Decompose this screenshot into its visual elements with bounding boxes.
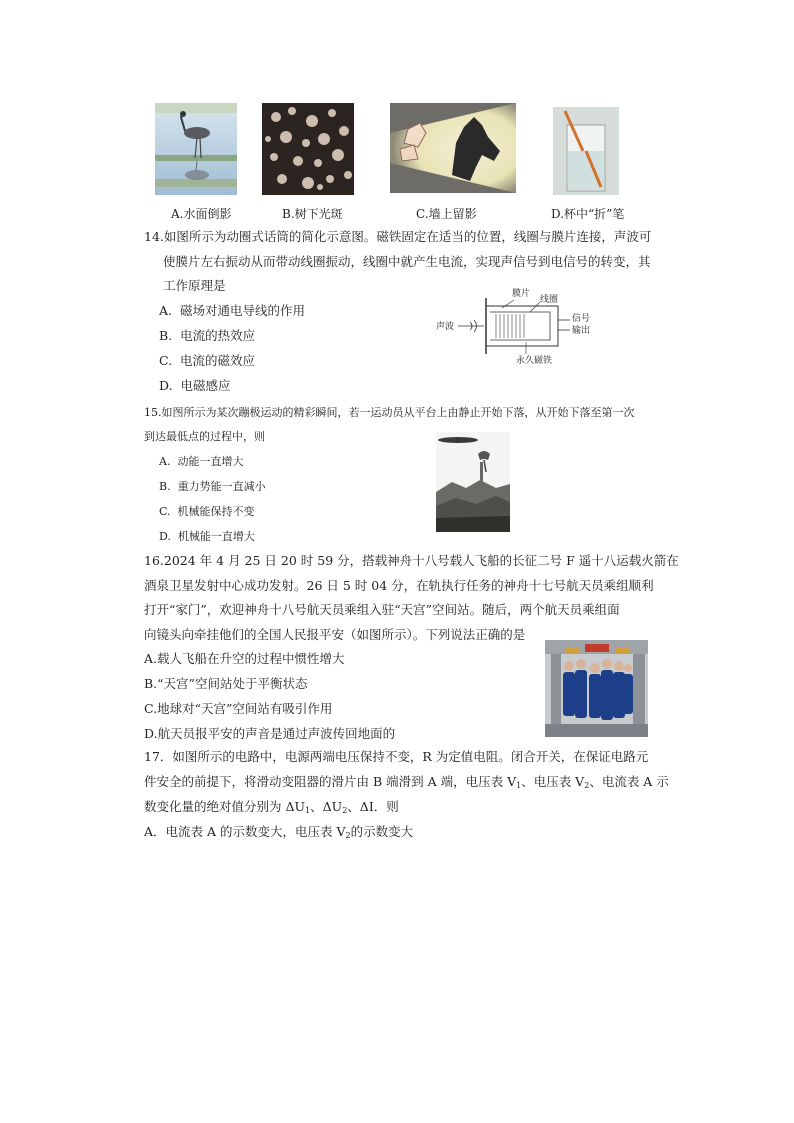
option-d-caption: D.杯中“折”笔 — [551, 207, 625, 221]
tree-light-spots-image — [262, 103, 354, 195]
q16-option-a: A.载人飞船在升空的过程中惯性增大 — [144, 651, 345, 666]
q17-stem-line1: 17．如图所示的电路中，电源两端电压保持不变，R 为定值电阻。闭合开关，在保证电路元 — [144, 749, 649, 764]
q14-option-c: C. 电流的磁效应 — [159, 353, 256, 368]
q16-stem-line3: 打开“家门”，欢迎神舟十八号航天员乘组入驻“天宫”空间站。随后，两个航天员乘组面 — [144, 602, 620, 617]
wall-shadow-image — [390, 103, 516, 193]
q15-stem-line1: 15.如图所示为某次蹦极运动的精彩瞬间，若一运动员从平台上由静止开始下落，从开始下落至第一次 — [144, 406, 635, 419]
q15-option-d: D. 机械能一直增大 — [159, 530, 255, 543]
q16-stem-line4: 向镜头向牵挂他们的全国人民报平安（如图所示）。下列说法正确的是 — [144, 627, 526, 642]
q16-stem-line1: 16.2024 年 4 月 25 日 20 时 59 分，搭载神舟十八号载人飞船的长征二号 F 遥十八运载火箭在 — [144, 553, 679, 568]
q16-option-d: D.航天员报平安的声音是通过声波传回地面的 — [144, 726, 396, 741]
q14-option-b: B. 电流的热效应 — [159, 328, 256, 343]
q16-stem-line2: 酒泉卫星发射中心成功发射。26 日 5 时 04 分，在轨执行任务的神舟十七号航天员乘组顺利 — [144, 578, 654, 593]
q16-option-b: B.“天宫”空间站处于平衡状态 — [144, 676, 308, 691]
q14-stem-line2: 使膜片左右振动从而带动线圈振动，线圈中就产生电流，实现声信号到电信号的转变，其 — [163, 254, 651, 269]
q14-stem-line3: 工作原理是 — [163, 278, 226, 293]
membrane-label: 膜片 — [512, 289, 531, 299]
output-label: 输出 — [572, 326, 591, 336]
option-b-caption: B.树下光斑 — [282, 207, 343, 221]
q15-option-c: C. 机械能保持不变 — [159, 505, 255, 518]
q16-option-c: C.地球对“天宫”空间站有吸引作用 — [144, 701, 333, 716]
signal-label: 信号 — [572, 314, 591, 324]
q17-option-a: A．电流表 A 的示数变大，电压表 $V_2$的示数变大 — [144, 824, 414, 840]
astronauts-space-station-image — [545, 640, 648, 737]
coil-label: 线圈 — [540, 295, 559, 305]
q15-option-a: A. 动能一直增大 — [159, 455, 244, 468]
q14-option-d: D. 电磁感应 — [159, 378, 231, 393]
bungee-jump-image — [436, 432, 510, 532]
q15-stem-line2: 到达最低点的过程中，则 — [144, 430, 265, 443]
q14-stem-line1: 14.如图所示为动圈式话筒的简化示意图。磁铁固定在适当的位置，线圈与膜片连接，声波可 — [144, 229, 652, 244]
q17-stem-line3: 数变化量的绝对值分别为 $\Delta U_1$、$\Delta U_2$、ΔI．则 — [144, 799, 399, 815]
water-reflection-image — [155, 103, 237, 195]
microphone-diagram — [430, 284, 592, 366]
q17-stem-line2: 件安全的前提下，将滑动变阻器的滑片由 B 端滑到 A 端，电压表 $V_1$、电压表 $V_2$、电流表 A 示 — [144, 774, 669, 790]
magnet-label: 永久磁铁 — [516, 356, 553, 366]
pencil-in-cup-image — [553, 107, 619, 195]
q14-option-a: A. 磁场对通电导线的作用 — [159, 303, 305, 318]
sound-wave-label: 声波 — [436, 322, 455, 332]
option-a-caption: A.水面倒影 — [171, 207, 232, 221]
option-c-caption: C.墙上留影 — [416, 207, 477, 221]
q15-option-b: B. 重力势能一直减小 — [159, 480, 266, 493]
